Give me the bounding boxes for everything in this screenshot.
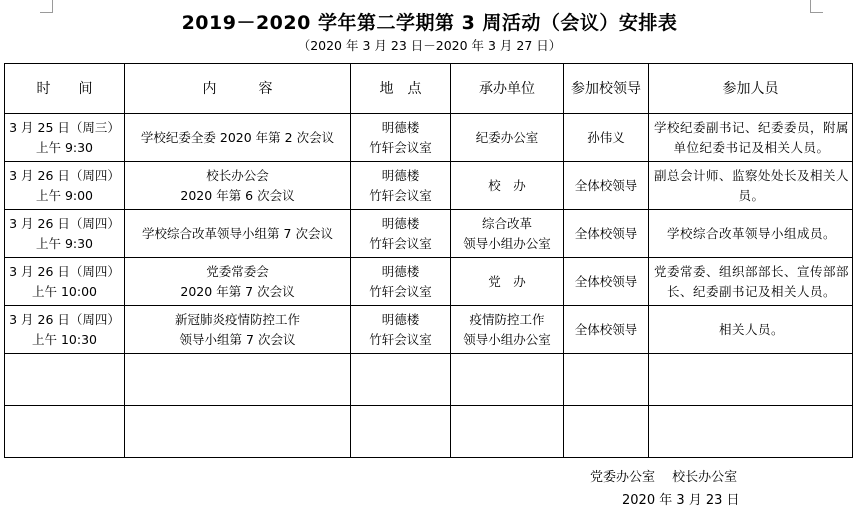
cell-leader: 全体校领导 — [564, 306, 649, 354]
cell-location-building: 明德楼 — [381, 119, 420, 135]
cell-empty — [564, 354, 649, 406]
cell-organizer — [451, 258, 564, 306]
table-row — [5, 162, 853, 210]
cell-location — [351, 258, 451, 306]
cell-location-building: 明德楼 — [381, 311, 420, 327]
cell-content-line: 2020 年第 7 次会议 — [180, 283, 295, 299]
cell-content — [125, 162, 351, 210]
cell-location-room: 竹轩会议室 — [369, 235, 432, 251]
cell-location-room: 竹轩会议室 — [369, 331, 432, 347]
cell-location — [351, 114, 451, 162]
cell-content — [125, 306, 351, 354]
cell-location — [351, 162, 451, 210]
cell-empty — [125, 354, 351, 406]
cell-empty — [125, 406, 351, 458]
cell-content-line: 新冠肺炎疫情防控工作 — [174, 311, 300, 327]
cell-attendees: 学校综合改革领导小组成员。 — [649, 210, 853, 258]
cell-organizer-line: 疫情防控工作 — [469, 311, 545, 327]
cell-organizer-line: 领导小组办公室 — [463, 331, 551, 347]
cell-organizer — [451, 306, 564, 354]
cell-location-room: 竹轩会议室 — [369, 283, 432, 299]
cell-organizer — [451, 210, 564, 258]
cell-organizer — [451, 162, 564, 210]
cell-clock-time: 上午 10:30 — [32, 331, 97, 347]
cell-empty — [351, 354, 451, 406]
cell-content-line: 学校纪委全委 2020 年第 2 次会议 — [140, 129, 335, 145]
cell-organizer-line: 校 办 — [488, 177, 526, 193]
header-organizer: 承办单位 — [451, 64, 564, 114]
cell-leader: 全体校领导 — [564, 162, 649, 210]
cell-time — [5, 162, 125, 210]
header-content: 内 容 — [125, 64, 351, 114]
cell-date: 3 月 26 日（周四） — [9, 215, 120, 231]
cell-content — [125, 210, 351, 258]
table-row — [5, 306, 853, 354]
cell-organizer-line: 党 办 — [488, 273, 526, 289]
issue-date: 2020 年 3 月 23 日 — [622, 493, 740, 508]
issuing-offices: 党委办公室 校长办公室 — [590, 470, 738, 485]
cell-attendees: 相关人员。 — [649, 306, 853, 354]
cell-clock-time: 上午 9:30 — [35, 139, 94, 155]
cell-attendees: 党委常委、组织部部长、宣传部部长、纪委副书记及相关人员。 — [649, 258, 853, 306]
cell-location-building: 明德楼 — [381, 263, 420, 279]
cell-clock-time: 上午 9:00 — [35, 187, 94, 203]
document-title: 2019－2020 学年第二学期第 3 周活动（会议）安排表 — [181, 12, 678, 34]
cell-leader: 孙伟义 — [564, 114, 649, 162]
cell-date: 3 月 26 日（周四） — [9, 263, 120, 279]
cell-attendees: 副总会计师、监察处处长及相关人员。 — [649, 162, 853, 210]
schedule-table — [4, 63, 853, 458]
document-subtitle: （2020 年 3 月 23 日－2020 年 3 月 27 日） — [297, 38, 562, 53]
cell-content — [125, 114, 351, 162]
cell-time — [5, 114, 125, 162]
cell-organizer-line: 综合改革 — [481, 215, 532, 231]
cell-empty — [5, 354, 125, 406]
cell-empty — [5, 406, 125, 458]
cell-date: 3 月 25 日（周三） — [9, 119, 120, 135]
cell-attendees: 学校纪委副书记、纪委委员，附属单位纪委书记及相关人员。 — [649, 114, 853, 162]
header-leader: 参加校领导 — [564, 64, 649, 114]
cell-organizer-line: 领导小组办公室 — [463, 235, 551, 251]
cell-empty — [351, 406, 451, 458]
cell-date: 3 月 26 日（周四） — [9, 167, 120, 183]
table-row — [5, 210, 853, 258]
cell-content-line: 校长办公会 — [206, 167, 269, 183]
cell-content-line: 党委常委会 — [206, 263, 269, 279]
header-location: 地 点 — [351, 64, 451, 114]
cell-empty — [451, 406, 564, 458]
cell-clock-time: 上午 9:30 — [35, 235, 94, 251]
cell-content-line: 2020 年第 6 次会议 — [180, 187, 295, 203]
table-row — [5, 114, 853, 162]
cell-empty — [564, 406, 649, 458]
table-row-empty — [5, 406, 853, 458]
cell-location-room: 竹轩会议室 — [369, 187, 432, 203]
cell-content — [125, 258, 351, 306]
cell-time — [5, 210, 125, 258]
table-header-row — [5, 64, 853, 114]
header-attendees: 参加人员 — [649, 64, 853, 114]
table-row — [5, 258, 853, 306]
cell-content-line: 领导小组第 7 次会议 — [179, 331, 296, 347]
cell-location — [351, 306, 451, 354]
cell-location — [351, 210, 451, 258]
cell-leader: 全体校领导 — [564, 210, 649, 258]
cell-time — [5, 258, 125, 306]
cell-location-building: 明德楼 — [381, 215, 420, 231]
table-row-empty — [5, 354, 853, 406]
cell-content-line: 学校综合改革领导小组第 7 次会议 — [142, 225, 333, 241]
cell-empty — [451, 354, 564, 406]
cell-clock-time: 上午 10:00 — [32, 283, 97, 299]
cell-organizer-line: 纪委办公室 — [475, 129, 539, 145]
cell-empty — [649, 354, 853, 406]
cell-location-building: 明德楼 — [381, 167, 420, 183]
cell-organizer — [451, 114, 564, 162]
cell-location-room: 竹轩会议室 — [369, 139, 432, 155]
header-time: 时 间 — [5, 64, 125, 114]
cell-date: 3 月 26 日（周四） — [9, 311, 120, 327]
cell-empty — [649, 406, 853, 458]
cell-leader: 全体校领导 — [564, 258, 649, 306]
cell-time — [5, 306, 125, 354]
